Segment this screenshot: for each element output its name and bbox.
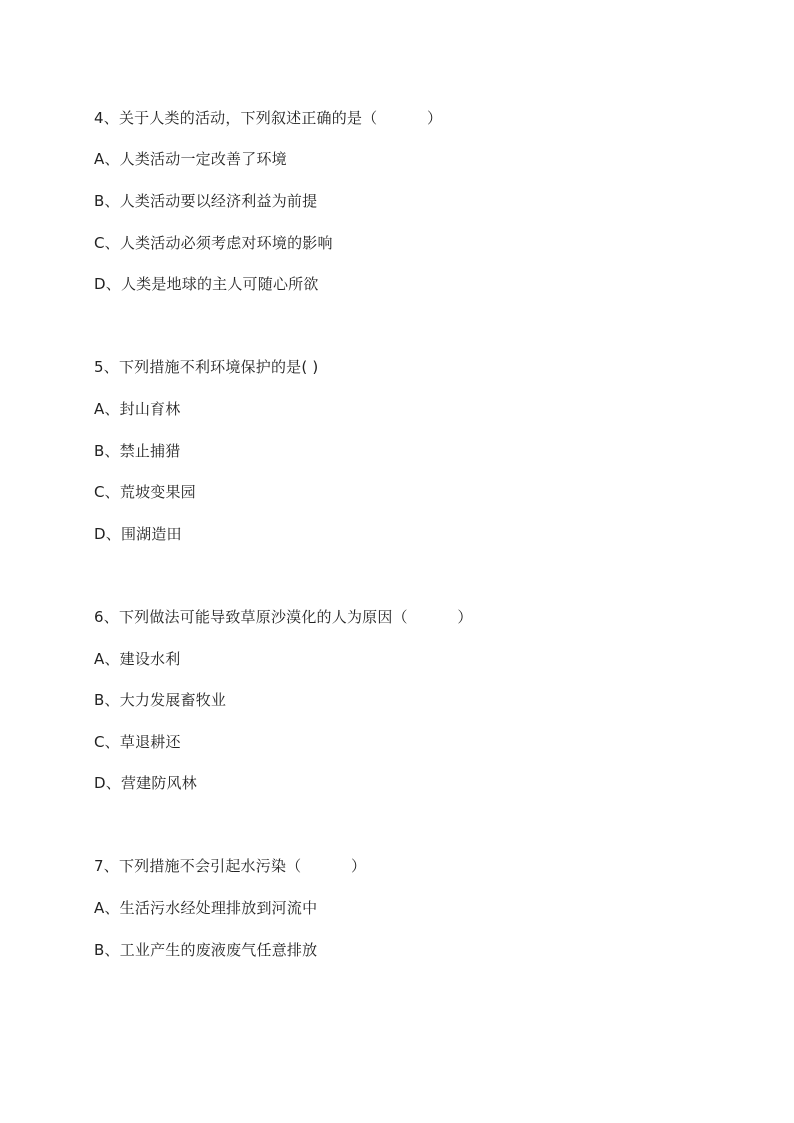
question-7-stem: 7、下列措施不会引起水污染（ ） (94, 857, 367, 875)
question-5-option-c: C、荒坡变果园 (94, 483, 196, 501)
question-4-option-d: D、人类是地球的主人可随心所欲 (94, 275, 319, 293)
question-7-option-a: A、生活污水经处理排放到河流中 (94, 899, 318, 917)
question-6-stem: 6、下列做法可能导致草原沙漠化的人为原因（ ） (94, 608, 473, 626)
question-6-option-d: D、营建防风林 (94, 774, 197, 792)
question-4-option-a: A、人类活动一定改善了环境 (94, 150, 287, 168)
question-6-option-c: C、草退耕还 (94, 733, 181, 751)
question-5-stem: 5、下列措施不利环境保护的是( ) (94, 358, 319, 376)
question-5-option-d: D、围湖造田 (94, 525, 182, 543)
question-6-option-b: B、大力发展畜牧业 (94, 691, 227, 709)
question-4-stem: 4、关于人类的活动，下列叙述正确的是（ ） (94, 109, 443, 127)
question-4-option-c: C、人类活动必须考虑对环境的影响 (94, 234, 333, 252)
question-6-option-a: A、建设水利 (94, 650, 181, 668)
question-4-option-b: B、人类活动要以经济利益为前提 (94, 192, 318, 210)
question-5-option-a: A、封山育林 (94, 400, 181, 418)
question-5-option-b: B、禁止捕猎 (94, 442, 181, 460)
question-7-option-b: B、工业产生的废液废气任意排放 (94, 941, 318, 959)
